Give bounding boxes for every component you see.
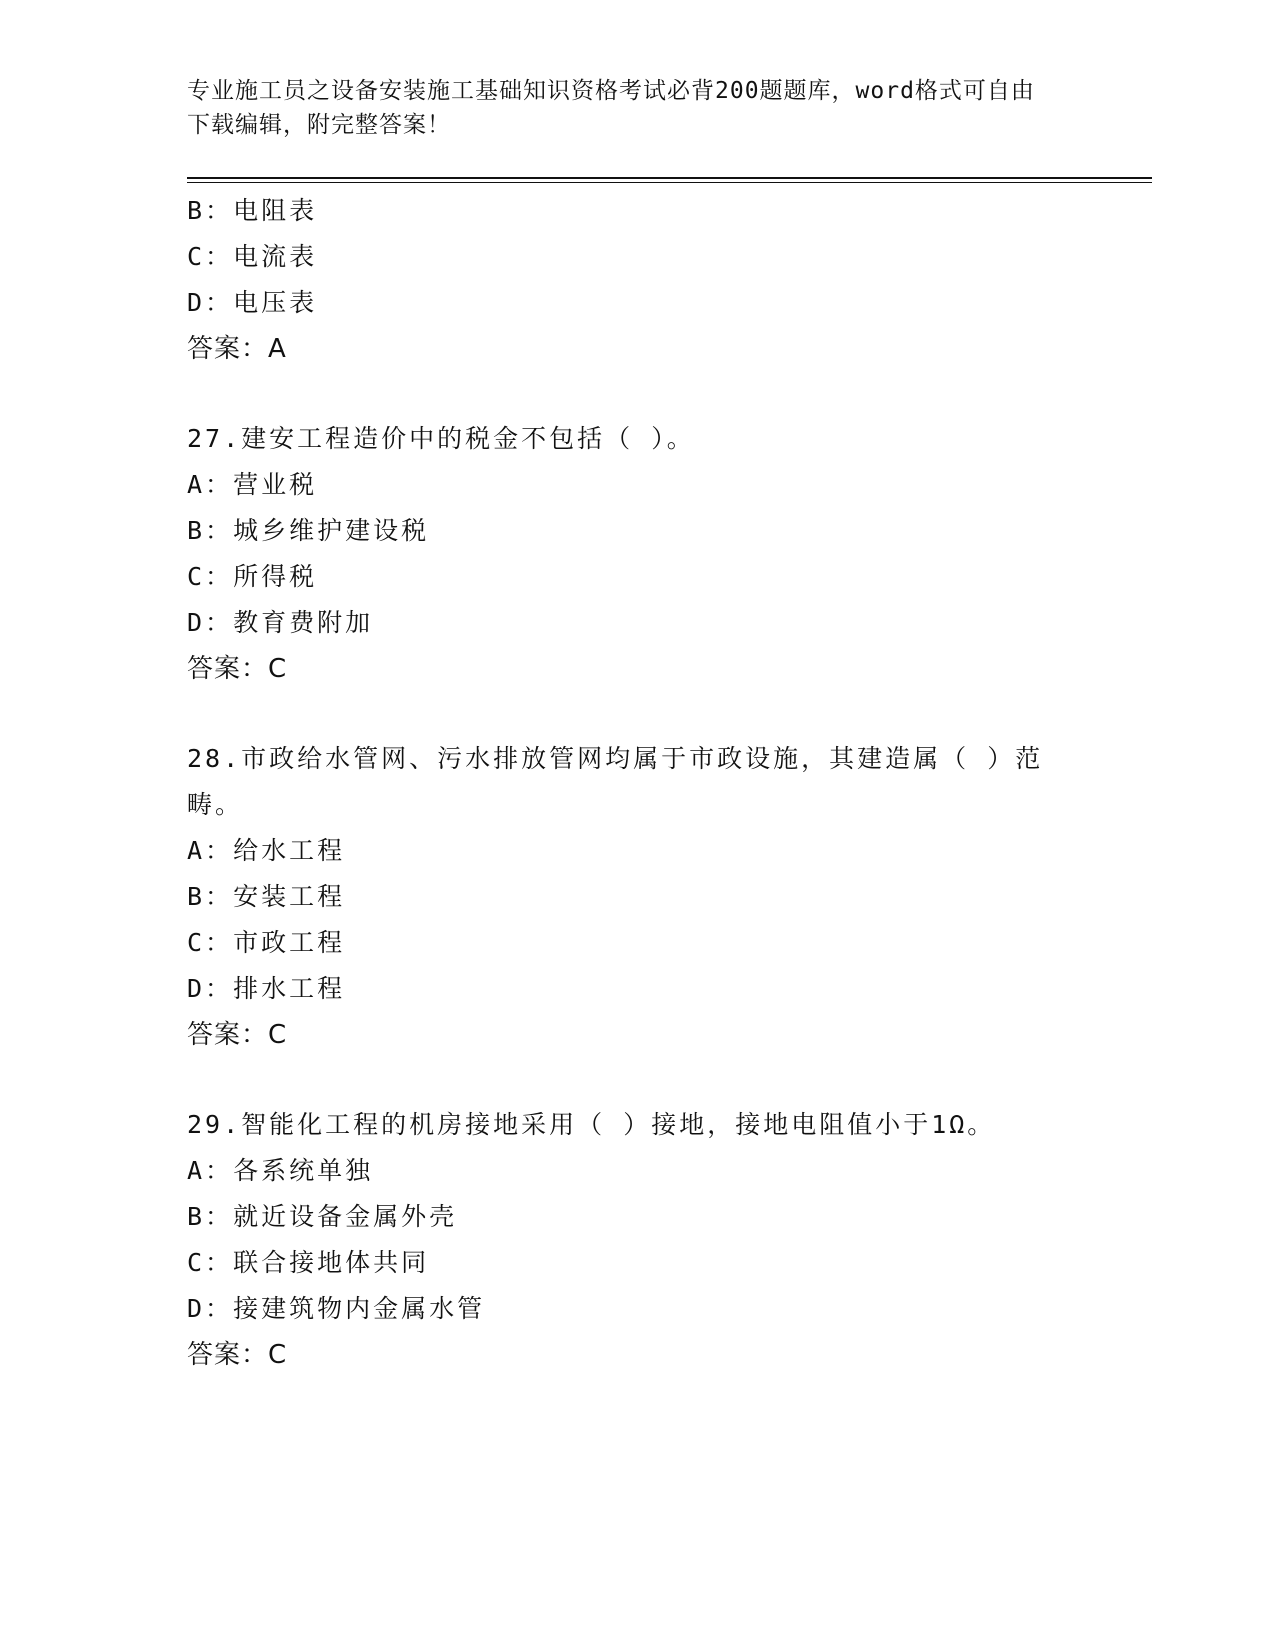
answer: 答案：C <box>187 1340 288 1370</box>
answer: 答案：C <box>187 654 288 684</box>
option-b: B：城乡维护建设税 <box>187 516 430 545</box>
option-b: B：安装工程 <box>187 882 346 911</box>
option-d: D：接建筑物内金属水管 <box>187 1294 486 1323</box>
option-c: C：市政工程 <box>187 928 346 957</box>
header-rule-thick <box>187 177 1152 179</box>
question-26-continued <box>187 188 1087 372</box>
question-27 <box>187 416 1087 692</box>
option-d: D：排水工程 <box>187 974 346 1003</box>
header-rule-thin <box>187 182 1152 183</box>
question-stem-line-1: 28.市政给水管网、污水排放管网均属于市政设施，其建造属（ ）范 <box>187 744 1044 773</box>
option-b: B：就近设备金属外壳 <box>187 1202 458 1231</box>
option-c: C：电流表 <box>187 242 318 271</box>
header-line-1: 专业施工员之设备安装施工基础知识资格考试必背200题题库，word格式可自由 <box>187 78 1035 104</box>
option-b: B：电阻表 <box>187 196 318 225</box>
option-a: A：给水工程 <box>187 836 346 865</box>
option-c: C：联合接地体共同 <box>187 1248 430 1277</box>
answer: 答案：C <box>187 1020 288 1050</box>
header-line-2: 下载编辑，附完整答案！ <box>187 112 451 138</box>
question-list <box>187 188 1087 1378</box>
question-stem: 29.智能化工程的机房接地采用（ ）接地，接地电阻值小于1Ω。 <box>187 1110 996 1139</box>
question-29 <box>187 1102 1087 1378</box>
option-a: A：营业税 <box>187 470 318 499</box>
option-d: D：教育费附加 <box>187 608 374 637</box>
option-c: C：所得税 <box>187 562 318 591</box>
question-stem: 27.建安工程造价中的税金不包括（ ）。 <box>187 424 695 453</box>
document-header <box>187 74 1067 142</box>
question-stem-line-2: 畴。 <box>187 790 244 819</box>
answer: 答案：A <box>187 334 287 364</box>
option-a: A：各系统单独 <box>187 1156 374 1185</box>
option-d: D：电压表 <box>187 288 318 317</box>
question-28 <box>187 736 1087 1058</box>
